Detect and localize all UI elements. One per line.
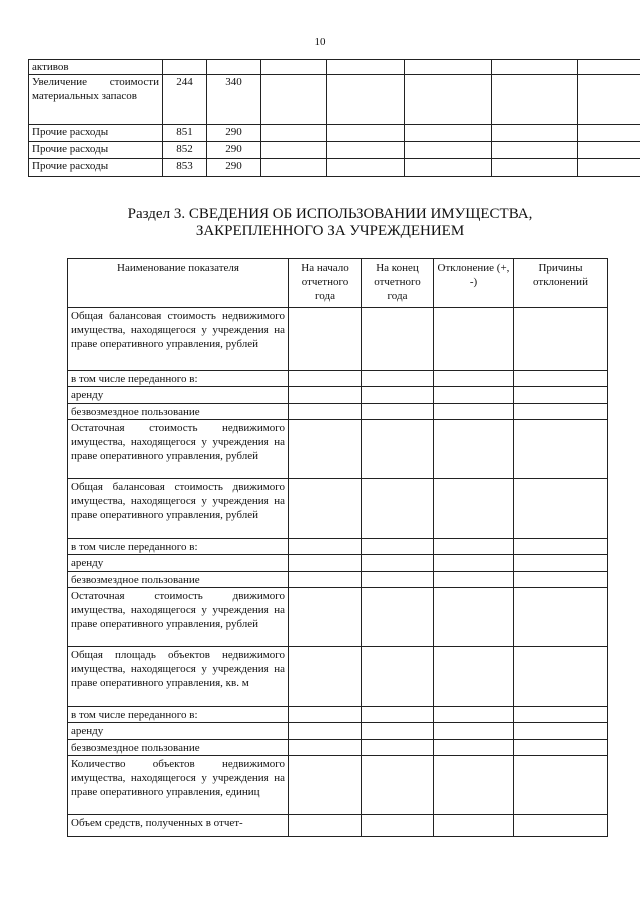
row-code: 853 xyxy=(163,159,207,177)
indicator-name: безвозмездное пользование xyxy=(68,404,289,420)
empty-cell xyxy=(289,308,362,371)
empty-cell xyxy=(261,60,327,75)
empty-cell xyxy=(289,756,362,815)
indicator-name: в том числе переданного в: xyxy=(68,539,289,555)
empty-cell xyxy=(362,647,434,707)
page-number: 10 xyxy=(314,36,326,48)
empty-cell xyxy=(289,420,362,479)
empty-cell xyxy=(261,159,327,177)
empty-cell xyxy=(362,740,434,756)
indicator-name: безвозмездное пользование xyxy=(68,572,289,588)
empty-cell xyxy=(261,125,327,142)
empty-cell xyxy=(514,756,608,815)
header-end-of-year: На конец отчетного года xyxy=(362,259,434,308)
empty-cell xyxy=(289,539,362,555)
table-row xyxy=(68,539,608,555)
empty-cell xyxy=(514,588,608,647)
empty-cell xyxy=(434,308,514,371)
row-name: Увеличение стоимости материальных запасов xyxy=(29,75,163,125)
header-start-of-year: На начало отчетного года xyxy=(289,259,362,308)
row-name: Прочие расходы xyxy=(29,125,163,142)
empty-cell xyxy=(405,75,492,125)
empty-cell xyxy=(434,404,514,420)
empty-cell xyxy=(514,647,608,707)
indicator-name: аренду xyxy=(68,387,289,404)
empty-cell xyxy=(362,404,434,420)
empty-cell xyxy=(578,125,640,142)
expenses-table-continuation xyxy=(28,59,640,177)
row-code xyxy=(163,60,207,75)
empty-cell xyxy=(289,815,362,837)
indicator-name: безвозмездное пользование xyxy=(68,740,289,756)
table-row xyxy=(68,371,608,387)
header-indicator: Наименование показателя xyxy=(68,259,289,308)
empty-cell xyxy=(434,756,514,815)
empty-cell xyxy=(434,723,514,740)
section-title-line2: ЗАКРЕПЛЕННОГО ЗА УЧРЕЖДЕНИЕМ xyxy=(195,223,465,239)
row-name: Прочие расходы xyxy=(29,159,163,177)
empty-cell xyxy=(327,142,405,159)
table-header-row xyxy=(68,259,608,308)
empty-cell xyxy=(327,60,405,75)
indicator-name: Объем средств, полученных в отчет- xyxy=(68,815,289,837)
table-row xyxy=(68,387,608,404)
empty-cell xyxy=(434,815,514,837)
empty-cell xyxy=(289,740,362,756)
empty-cell xyxy=(514,555,608,572)
section-title-line1: Раздел 3. СВЕДЕНИЯ ОБ ИСПОЛЬЗОВАНИИ ИМУЩЕСТВА, xyxy=(127,206,533,222)
property-usage-table xyxy=(67,258,608,837)
empty-cell xyxy=(362,539,434,555)
indicator-name: Остаточная стоимость недвижимого имущества, находящегося у учреждения на праве оперативного управления, рублей xyxy=(68,420,289,479)
table-row xyxy=(29,142,640,159)
empty-cell xyxy=(434,371,514,387)
empty-cell xyxy=(492,159,578,177)
empty-cell xyxy=(434,420,514,479)
table-row xyxy=(68,555,608,572)
header-reasons: Причины отклонений xyxy=(514,259,608,308)
empty-cell xyxy=(514,740,608,756)
indicator-name: Количество объектов недвижимого имущества, находящегося у учреждения на праве оперативного управления, единиц xyxy=(68,756,289,815)
empty-cell xyxy=(578,75,640,125)
empty-cell xyxy=(578,142,640,159)
empty-cell xyxy=(492,60,578,75)
empty-cell xyxy=(514,479,608,539)
empty-cell xyxy=(289,707,362,723)
empty-cell xyxy=(514,723,608,740)
table-row xyxy=(68,723,608,740)
table-row xyxy=(68,707,608,723)
empty-cell xyxy=(578,159,640,177)
empty-cell xyxy=(514,371,608,387)
empty-cell xyxy=(514,308,608,371)
empty-cell xyxy=(362,479,434,539)
row-kosgu: 340 xyxy=(207,75,261,125)
empty-cell xyxy=(492,142,578,159)
indicator-name: Общая балансовая стоимость движимого имущества, находящегося у учреждения на праве оперативного управления, рублей xyxy=(68,479,289,539)
empty-cell xyxy=(362,555,434,572)
empty-cell xyxy=(289,588,362,647)
empty-cell xyxy=(514,539,608,555)
empty-cell xyxy=(362,723,434,740)
indicator-name: Остаточная стоимость движимого имущества, находящегося у учреждения на праве оперативного управления, рублей xyxy=(68,588,289,647)
table-row xyxy=(29,60,640,75)
row-kosgu: 290 xyxy=(207,125,261,142)
row-name: активов xyxy=(29,60,163,75)
empty-cell xyxy=(362,572,434,588)
empty-cell xyxy=(514,707,608,723)
empty-cell xyxy=(434,555,514,572)
empty-cell xyxy=(434,707,514,723)
empty-cell xyxy=(362,420,434,479)
empty-cell xyxy=(362,707,434,723)
empty-cell xyxy=(289,555,362,572)
row-kosgu xyxy=(207,60,261,75)
indicator-name: аренду xyxy=(68,723,289,740)
row-code: 244 xyxy=(163,75,207,125)
empty-cell xyxy=(261,75,327,125)
empty-cell xyxy=(289,387,362,404)
empty-cell xyxy=(289,723,362,740)
empty-cell xyxy=(362,308,434,371)
empty-cell xyxy=(434,539,514,555)
header-deviation: Отклонение (+, -) xyxy=(434,259,514,308)
empty-cell xyxy=(434,588,514,647)
empty-cell xyxy=(434,479,514,539)
row-kosgu: 290 xyxy=(207,142,261,159)
indicator-name: аренду xyxy=(68,555,289,572)
row-code: 852 xyxy=(163,142,207,159)
empty-cell xyxy=(405,60,492,75)
empty-cell xyxy=(434,740,514,756)
empty-cell xyxy=(289,371,362,387)
table-row xyxy=(68,404,608,420)
table-row xyxy=(68,308,608,371)
table-row xyxy=(68,572,608,588)
empty-cell xyxy=(405,142,492,159)
table-row xyxy=(68,588,608,647)
empty-cell xyxy=(405,125,492,142)
table-row xyxy=(29,125,640,142)
table-row xyxy=(68,479,608,539)
empty-cell xyxy=(578,60,640,75)
table-row xyxy=(68,647,608,707)
row-code: 851 xyxy=(163,125,207,142)
empty-cell xyxy=(405,159,492,177)
empty-cell xyxy=(289,647,362,707)
empty-cell xyxy=(492,75,578,125)
empty-cell xyxy=(434,647,514,707)
empty-cell xyxy=(327,159,405,177)
empty-cell xyxy=(362,588,434,647)
indicator-name: Общая площадь объектов недвижимого имущества, находящегося у учреждения на праве оперативного управления, кв. м xyxy=(68,647,289,707)
row-kosgu: 290 xyxy=(207,159,261,177)
empty-cell xyxy=(514,815,608,837)
table-row xyxy=(68,815,608,837)
empty-cell xyxy=(289,404,362,420)
indicator-name: в том числе переданного в: xyxy=(68,371,289,387)
table-row xyxy=(68,420,608,479)
row-name: Прочие расходы xyxy=(29,142,163,159)
empty-cell xyxy=(514,572,608,588)
indicator-name: Общая балансовая стоимость недвижимого имущества, находящегося у учреждения на праве оперативного управления, рублей xyxy=(68,308,289,371)
empty-cell xyxy=(362,371,434,387)
table-row xyxy=(29,75,640,125)
empty-cell xyxy=(434,387,514,404)
empty-cell xyxy=(514,387,608,404)
empty-cell xyxy=(362,756,434,815)
empty-cell xyxy=(362,387,434,404)
empty-cell xyxy=(261,142,327,159)
empty-cell xyxy=(514,404,608,420)
indicator-name: в том числе переданного в: xyxy=(68,707,289,723)
table-row xyxy=(29,159,640,177)
empty-cell xyxy=(514,420,608,479)
empty-cell xyxy=(289,572,362,588)
empty-cell xyxy=(327,75,405,125)
empty-cell xyxy=(289,479,362,539)
empty-cell xyxy=(327,125,405,142)
empty-cell xyxy=(362,815,434,837)
section-title xyxy=(60,206,600,240)
empty-cell xyxy=(492,125,578,142)
table-row xyxy=(68,756,608,815)
empty-cell xyxy=(434,572,514,588)
table-row xyxy=(68,740,608,756)
